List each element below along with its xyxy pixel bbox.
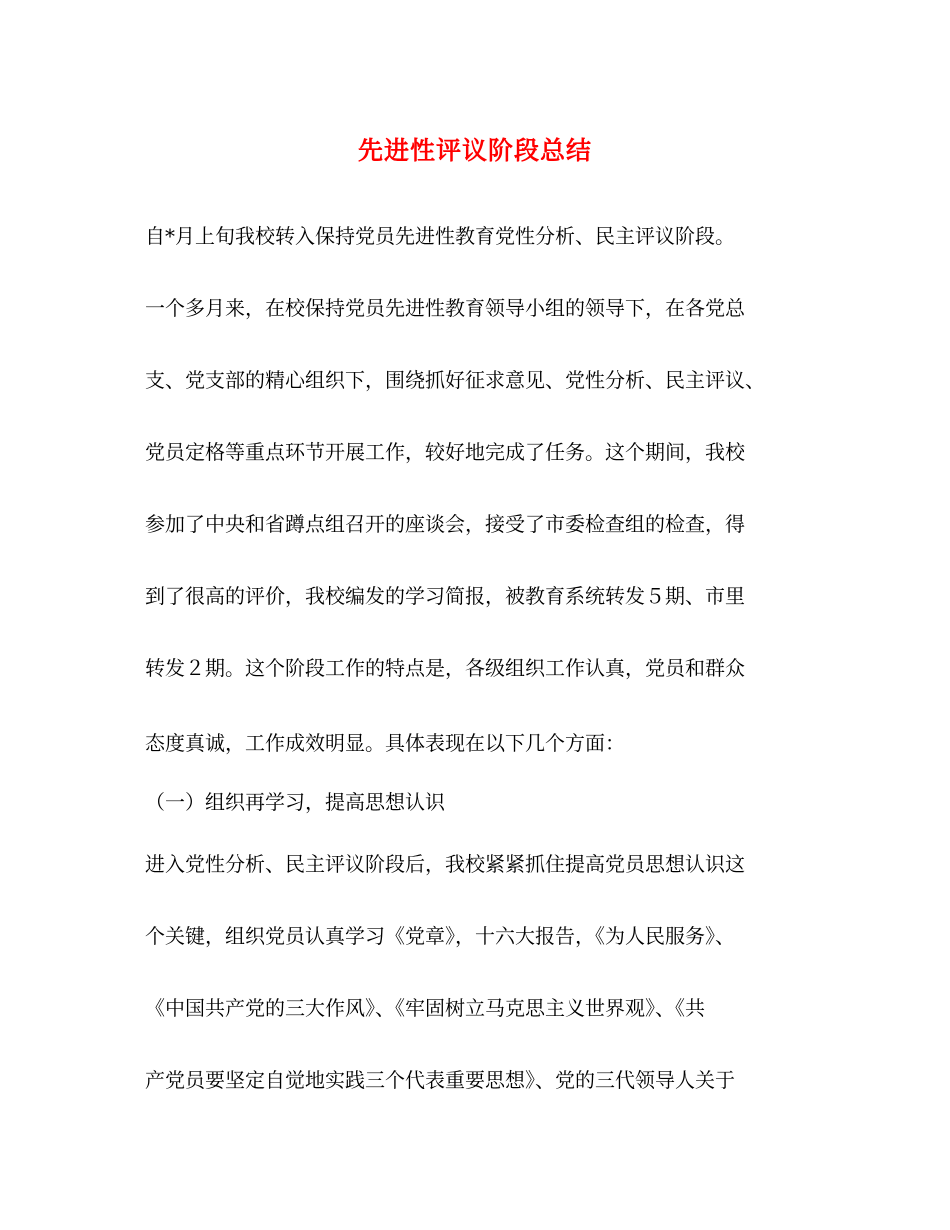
paragraph-line: 《中国共产党的三大作风》、《牢固树立马克思主义世界观》、《共 [145, 996, 705, 1020]
document-title: 先进性评议阶段总结 [357, 136, 592, 165]
paragraph-line: 态度真诚，工作成效明显。具体表现在以下几个方面： [145, 731, 625, 755]
paragraph-line: 参加了中央和省蹲点组召开的座谈会，接受了市委检查组的检查，得 [145, 512, 745, 536]
section-heading: （一）组织再学习，提高思想认识 [145, 790, 445, 814]
paragraph-line: 自*月上旬我校转入保持党员先进性教育党性分析、民主评议阶段。 [145, 224, 735, 248]
paragraph-line: 一个多月来，在校保持党员先进性教育领导小组的领导下，在各党总 [145, 296, 745, 320]
paragraph-line: 进入党性分析、民主评议阶段后，我校紧紧抓住提高党员思想认识这 [145, 852, 745, 876]
paragraph-line: 产党员要坚定自觉地实践三个代表重要思想》、党的三代领导人关于 [145, 1068, 735, 1092]
paragraph-line: 到了很高的评价，我校编发的学习简报，被教育系统转发５期、市里 [145, 584, 745, 608]
paragraph-line: 支、党支部的精心组织下，围绕抓好征求意见、党性分析、民主评议、 [145, 368, 765, 392]
paragraph-line: 党员定格等重点环节开展工作，较好地完成了任务。这个期间，我校 [145, 440, 745, 464]
paragraph-line: 转发２期。这个阶段工作的特点是，各级组织工作认真，党员和群众 [145, 656, 745, 680]
paragraph-line: 个关键，组织党员认真学习《党章》，十六大报告，《为人民服务》、 [145, 924, 735, 948]
